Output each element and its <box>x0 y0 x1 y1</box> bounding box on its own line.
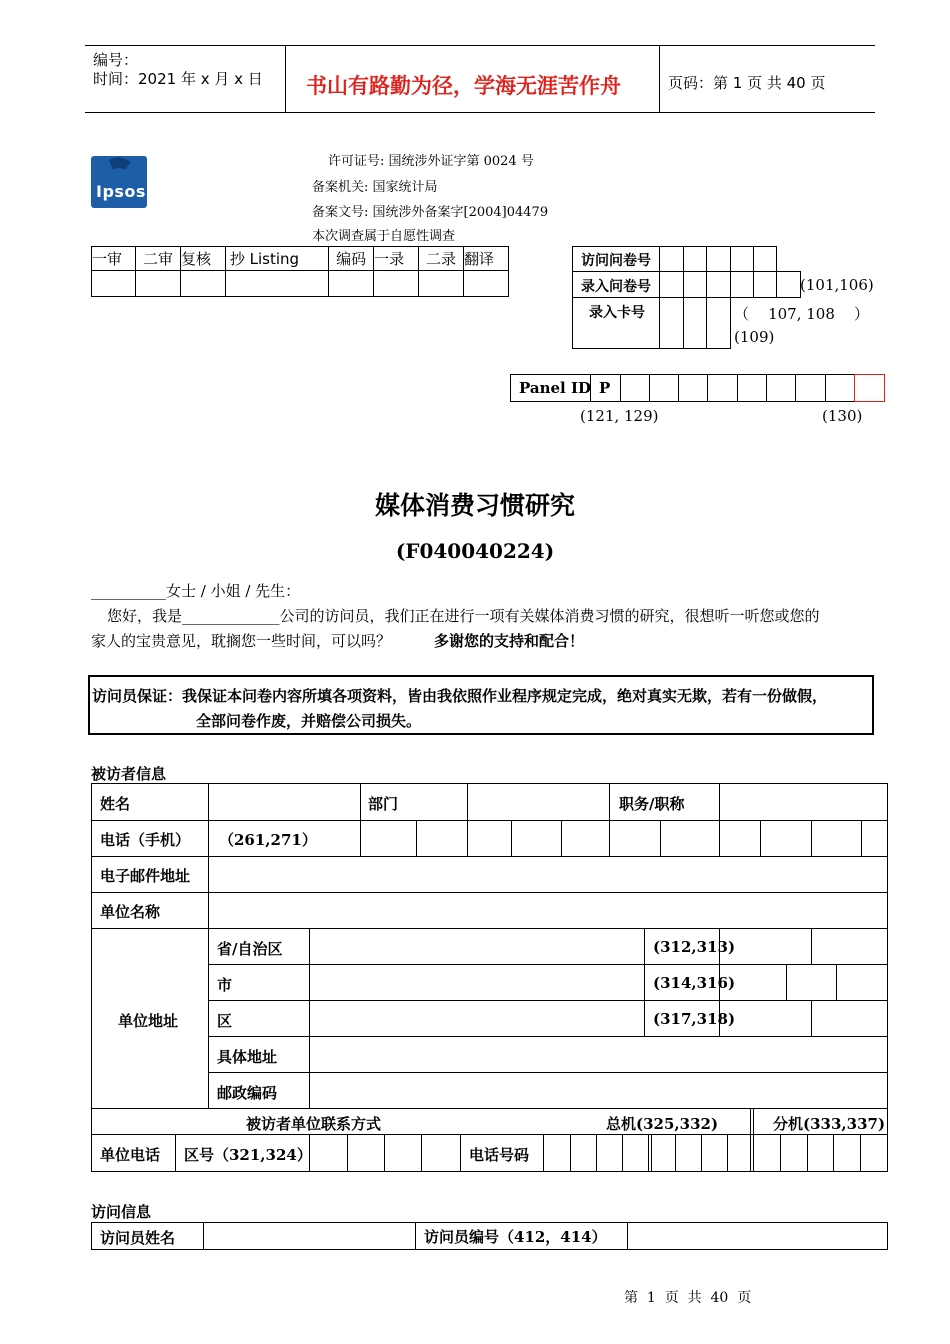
guarantee-line-2: 全部问卷作废，并赔偿公司损失。 <box>196 712 422 730</box>
salutation: __________女士 / 小姐 / 先生： <box>91 582 301 600</box>
zip-label: 邮政编码 <box>217 1084 278 1102</box>
name-label: 姓名 <box>100 795 131 813</box>
guarantee-box <box>88 675 874 735</box>
code-121: (121, 129) <box>580 407 659 425</box>
page-title: 媒体消费习惯研究 <box>374 491 575 520</box>
phone-number-label: 电话号码 <box>469 1146 530 1164</box>
page-subtitle: (F040040224) <box>395 539 555 563</box>
panel-id-block <box>510 374 886 402</box>
review-cell: 一审 <box>92 247 136 271</box>
code-130: (130) <box>822 407 863 425</box>
review-cell: 翻译 <box>463 247 508 271</box>
file-no-text: 备案文号: 国统涉外备案字[2004]04479 <box>312 205 549 220</box>
thanks-text: 多谢您的支持和配合！ <box>434 632 585 650</box>
review-cell: 抄 Listing <box>225 247 328 271</box>
panel-prefix: P <box>599 379 611 397</box>
code-107: （ 107, 108 ） <box>734 305 869 323</box>
dept-label: 部门 <box>368 795 399 813</box>
doc-number-label: 编号： <box>93 51 139 69</box>
doc-time-label: 时间：2021 年 x 月 x 日 <box>93 70 263 88</box>
respondent-table <box>91 783 888 1172</box>
visit-table <box>91 1222 888 1250</box>
position-label: 职务/职称 <box>619 795 685 813</box>
company-label: 单位名称 <box>100 903 161 921</box>
district-code: (317,318) <box>653 1010 736 1028</box>
code-109: (109) <box>734 328 775 346</box>
review-input[interactable] <box>225 271 328 297</box>
email-label: 电子邮件地址 <box>100 867 191 885</box>
review-table <box>91 246 509 297</box>
review-input[interactable] <box>374 271 419 297</box>
visit-section-title: 访问信息 <box>91 1203 152 1221</box>
address-label: 单位地址 <box>118 1012 179 1030</box>
agency-text: 备案机关: 国家统计局 <box>312 180 438 195</box>
phone-code: （261,271） <box>219 831 317 849</box>
city-label: 市 <box>217 976 233 994</box>
panel-id-label: Panel ID <box>519 379 591 397</box>
review-input[interactable] <box>329 271 374 297</box>
province-code: (312,313) <box>653 938 736 956</box>
review-input[interactable] <box>463 271 508 297</box>
motto: 书山有路勤为径，学海无涯苦作舟 <box>306 74 621 98</box>
review-cell: 二录 <box>419 247 464 271</box>
review-input[interactable] <box>135 271 180 297</box>
extension-label: 分机(333,337) <box>773 1115 886 1133</box>
card-no-label: 录入卡号 <box>589 305 645 321</box>
page-footer: 第 1 页 共 40 页 <box>624 1290 752 1306</box>
entry-no-label: 录入问卷号 <box>581 279 651 295</box>
ipsos-logo <box>91 156 147 208</box>
review-cell: 编码 <box>329 247 374 271</box>
review-cell: 复核 <box>180 247 225 271</box>
phone-label: 电话（手机） <box>100 831 191 849</box>
intro-line-1: 您好，我是_____________公司的访问员，我们正在进行一项有关媒体消费习惯的研究，很想听一听您或您的 <box>107 607 820 625</box>
review-input[interactable] <box>419 271 464 297</box>
interviewer-name-label: 访问员姓名 <box>100 1229 176 1247</box>
voluntary-text: 本次调查属于自愿性调查 <box>312 229 456 244</box>
logo-text: Ipsos <box>96 182 146 201</box>
interviewer-no-label: 访问员编号（412，414） <box>424 1228 607 1246</box>
code-101: (101,106) <box>800 276 874 294</box>
intro-line-2: 家人的宝贵意见，耽搁您一些时间，可以吗？ <box>91 632 392 650</box>
city-code: (314,316) <box>653 974 736 992</box>
contact-label: 被访者单位联系方式 <box>246 1115 382 1133</box>
license-text: 许可证号: 国统涉外证字第 0024 号 <box>328 154 534 169</box>
review-input[interactable] <box>180 271 225 297</box>
review-input[interactable] <box>92 271 136 297</box>
province-label: 省/自治区 <box>217 940 283 958</box>
area-code-label: 区号（321,324） <box>184 1146 312 1164</box>
review-cell: 二审 <box>135 247 180 271</box>
visit-no-label: 访问问卷号 <box>581 253 651 269</box>
detail-address-label: 具体地址 <box>217 1048 278 1066</box>
page-number-header: 页码：第 1 页 共 40 页 <box>668 74 826 92</box>
review-cell: 一录 <box>374 247 419 271</box>
respondent-section-title: 被访者信息 <box>91 765 167 783</box>
main-line-label: 总机(325,332) <box>606 1115 719 1133</box>
guarantee-line-1: 访问员保证：我保证本问卷内容所填各项资料，皆由我依照作业程序规定完成，绝对真实无欺，若有一份做假， <box>92 687 828 705</box>
district-label: 区 <box>217 1012 233 1030</box>
panel-check-box[interactable] <box>854 374 885 402</box>
logo-icon <box>91 156 147 180</box>
unit-phone-label: 单位电话 <box>100 1146 161 1164</box>
